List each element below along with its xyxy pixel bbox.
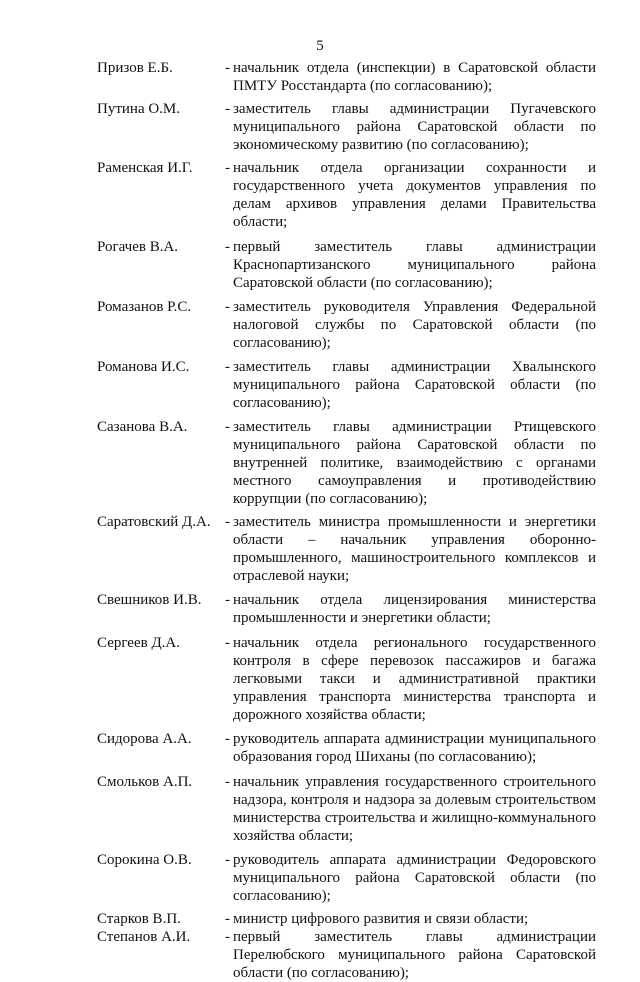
dash-separator: - (225, 635, 230, 651)
person-name: Сорокина О.В. (97, 852, 192, 868)
dash-separator: - (225, 514, 230, 530)
list-item (0, 59, 640, 95)
dash-separator: - (225, 359, 230, 375)
position-description: начальник отдела регионального государственного контроля в сфере перевозок пассажиров и багажа легковыми такси и административной практики управления транспорта министерства транспорта и дорожного хозяйства области; (233, 635, 596, 723)
position-description: заместитель министра промышленности и энергетики области – начальник управления оборонно-промышленного, машиностроительного комплексов и отраслевой науки; (233, 514, 596, 584)
person-name: Сазанова В.А. (97, 419, 188, 435)
dash-separator: - (225, 592, 230, 608)
list-item (0, 513, 640, 585)
person-name: Ромазанов Р.С. (97, 299, 192, 315)
person-name: Степанов А.И. (97, 929, 191, 945)
dash-separator: - (225, 929, 230, 945)
person-name: Сергеев Д.А. (97, 635, 181, 651)
person-name: Смольков А.П. (97, 774, 193, 790)
person-name: Старков В.П. (97, 911, 181, 927)
position-description: первый заместитель главы администрации Краснопартизанского муниципального района Саратовской области (по согласованию); (233, 239, 596, 291)
dash-separator: - (225, 419, 230, 435)
position-description: заместитель главы администрации Хвалынского муниципального района Саратовской области (по согласованию); (233, 359, 596, 411)
list-item (0, 730, 640, 766)
list-item (0, 928, 640, 982)
list-item (0, 298, 640, 352)
position-description: руководитель аппарата администрации Федоровского муниципального района Саратовской области (по согласованию); (233, 852, 596, 904)
list-item (0, 238, 640, 292)
position-description: начальник отдела организации сохранности и государственного учета документов управления по делам архивов управления делами Правительства области; (233, 160, 596, 230)
person-name: Раменская И.Г. (97, 160, 193, 176)
list-item (0, 773, 640, 845)
position-description: заместитель руководителя Управления Федеральной налоговой службы по Саратовской области (по согласованию); (233, 299, 596, 351)
dash-separator: - (225, 852, 230, 868)
person-name: Рогачев В.А. (97, 239, 179, 255)
entry-list (0, 59, 640, 982)
list-item (0, 591, 640, 627)
position-description: министр цифрового развития и связи области; (233, 911, 529, 927)
list-item (0, 159, 640, 231)
person-name: Призов Е.Б. (97, 60, 173, 76)
position-description: начальник отдела лицензирования министерства промышленности и энергетики области; (233, 592, 596, 626)
dash-separator: - (225, 911, 230, 927)
list-item (0, 851, 640, 905)
person-name: Романова И.С. (97, 359, 190, 375)
dash-separator: - (225, 101, 230, 117)
person-name: Путина О.М. (97, 101, 181, 117)
dash-separator: - (225, 160, 230, 176)
dash-separator: - (225, 299, 230, 315)
dash-separator: - (225, 731, 230, 747)
position-description: заместитель главы администрации Ртищевского муниципального района Саратовской области по внутренней политике, взаимодействию с органами местного самоуправления и противодействию коррупции (по согласованию); (233, 419, 596, 507)
person-name: Сидорова А.А. (97, 731, 192, 747)
page-number: 5 (316, 38, 324, 54)
position-description: первый заместитель главы администрации Перелюбского муниципального района Саратовской области (по согласованию); (233, 929, 596, 981)
list-item (0, 100, 640, 154)
list-item (0, 418, 640, 508)
list-item (0, 910, 640, 928)
dash-separator: - (225, 60, 230, 76)
person-name: Саратовский Д.А. (97, 514, 211, 530)
dash-separator: - (225, 774, 230, 790)
list-item (0, 634, 640, 724)
position-description: начальник отдела (инспекции) в Саратовской области ПМТУ Росстандарта (по согласованию); (233, 60, 596, 94)
position-description: начальник управления государственного строительного надзора, контроля и надзора за долевым строительством министерства строительства и жилищно-коммунального хозяйства области; (233, 774, 596, 844)
position-description: руководитель аппарата администрации муниципального образования город Шиханы (по согласованию); (233, 731, 596, 765)
person-name: Свешников И.В. (97, 592, 202, 608)
dash-separator: - (225, 239, 230, 255)
position-description: заместитель главы администрации Пугачевского муниципального района Саратовской области по экономическому развитию (по согласованию); (233, 101, 596, 153)
list-item (0, 358, 640, 412)
